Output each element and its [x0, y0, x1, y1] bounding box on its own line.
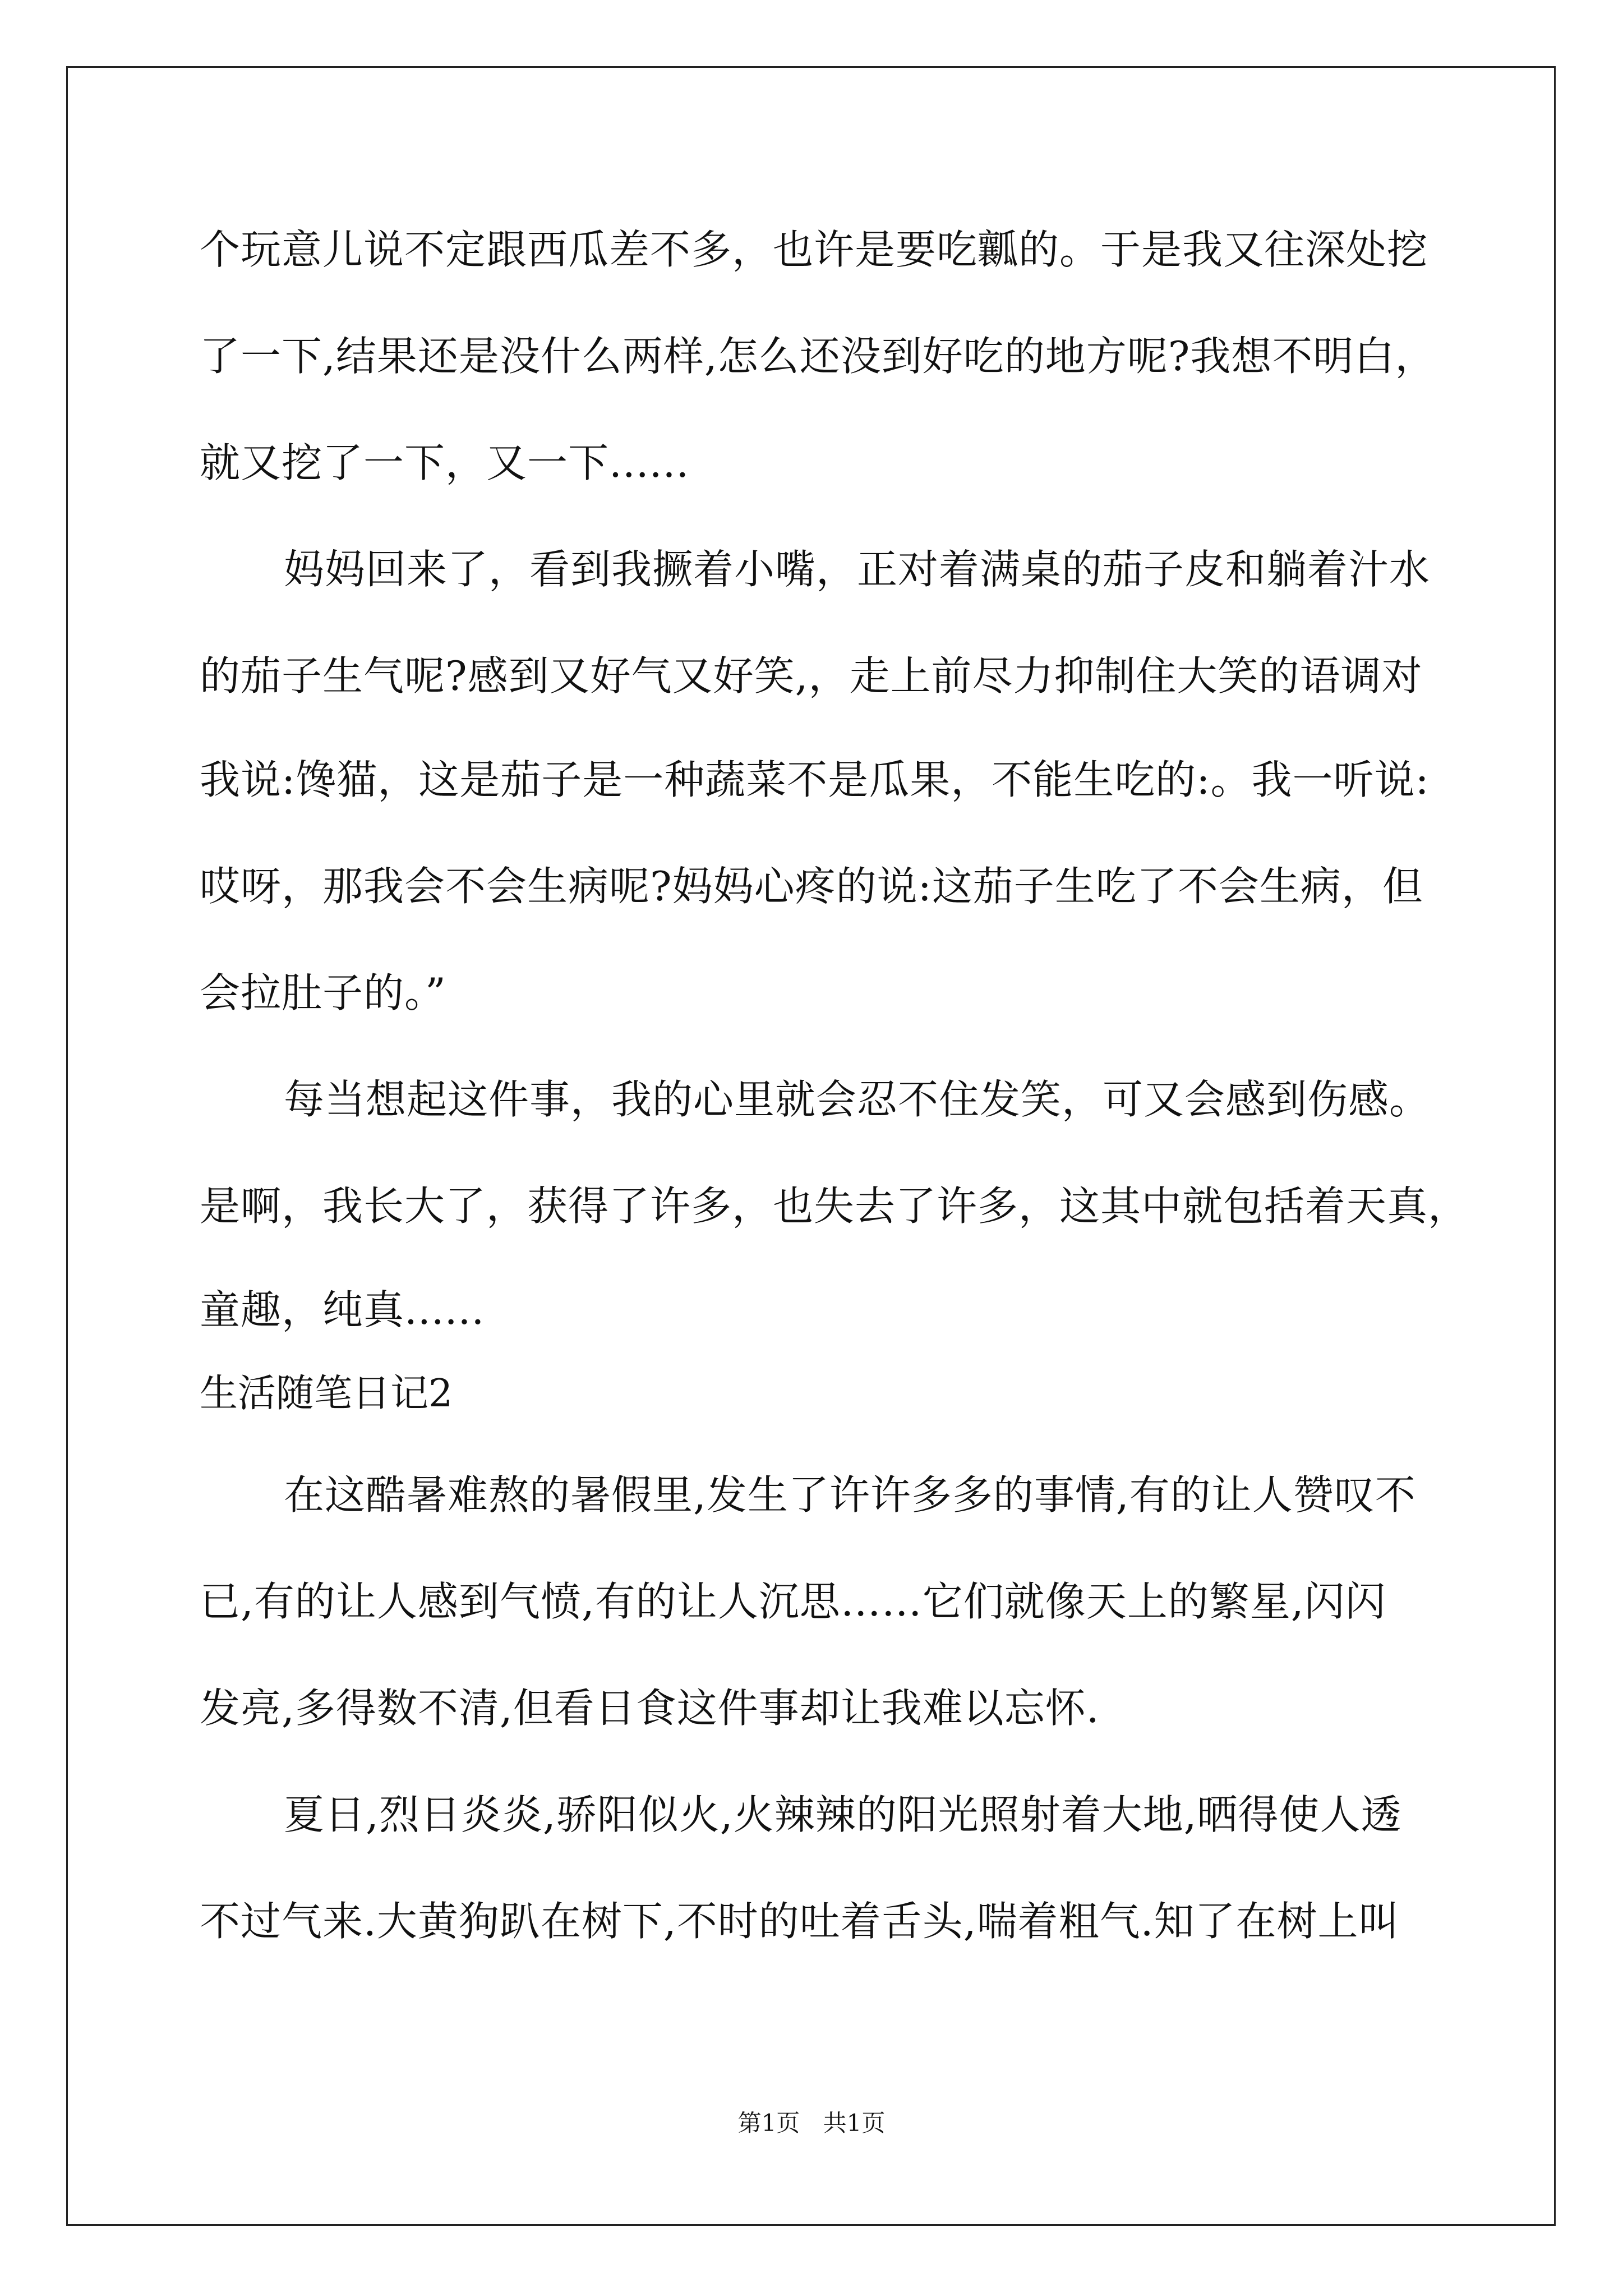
text-line: 发亮,多得数不清,但看日食这件事却让我难以忘怀.	[200, 1685, 1100, 1732]
section-heading: 生活随笔日记2	[200, 1372, 453, 1416]
text-line: 会拉肚子的。”	[200, 969, 446, 1016]
text-line: 就又挖了一下，又一下......	[200, 439, 690, 486]
text-line: 我说:馋猫，这是茄子是一种蔬菜不是瓜果，不能生吃的:。我一听说:	[200, 756, 1430, 803]
text-line: 的茄子生气呢?感到又好气又好笑,，走上前尽力抑制住大笑的语调对	[200, 652, 1423, 700]
page-total: 共1页	[823, 2109, 886, 2137]
text-line: 了一下,结果还是没什么两样,怎么还没到好吃的地方呢?我想不明白，	[200, 333, 1436, 380]
page-number: 第1页	[737, 2109, 800, 2137]
text-line: 是啊，我长大了，获得了许多，也失去了许多，这其中就包括着天真，	[200, 1182, 1469, 1230]
text-line: 个玩意儿说不定跟西瓜差不多，也许是要吃瓤的。于是我又往深处挖	[200, 226, 1428, 273]
text-line: 每当想起这件事，我的心里就会忍不住发笑，可又会感到伤感。	[284, 1076, 1431, 1123]
text-line: 哎呀，那我会不会生病呢?妈妈心疼的说:这茄子生吃了不会生病，但	[200, 863, 1423, 910]
text-line: 已,有的让人感到气愤,有的让人沉思……它们就像天上的繁星,闪闪	[200, 1578, 1386, 1625]
text-line: 在这酷暑难熬的暑假里,发生了许许多多的事情,有的让人赞叹不	[284, 1471, 1416, 1519]
text-line: 不过气来.大黄狗趴在树下,不时的吐着舌头,喘着粗气.知了在树上叫	[200, 1898, 1400, 1945]
text-line: 妈妈回来了，看到我撅着小嘴，正对着满桌的茄子皮和躺着汁水	[284, 546, 1431, 593]
text-line: 童趣，纯真......	[200, 1286, 485, 1333]
text-line: 夏日,烈日炎炎,骄阳似火,火辣辣的阳光照射着大地,晒得使人透	[284, 1791, 1402, 1838]
page-footer	[0, 2106, 1623, 2140]
